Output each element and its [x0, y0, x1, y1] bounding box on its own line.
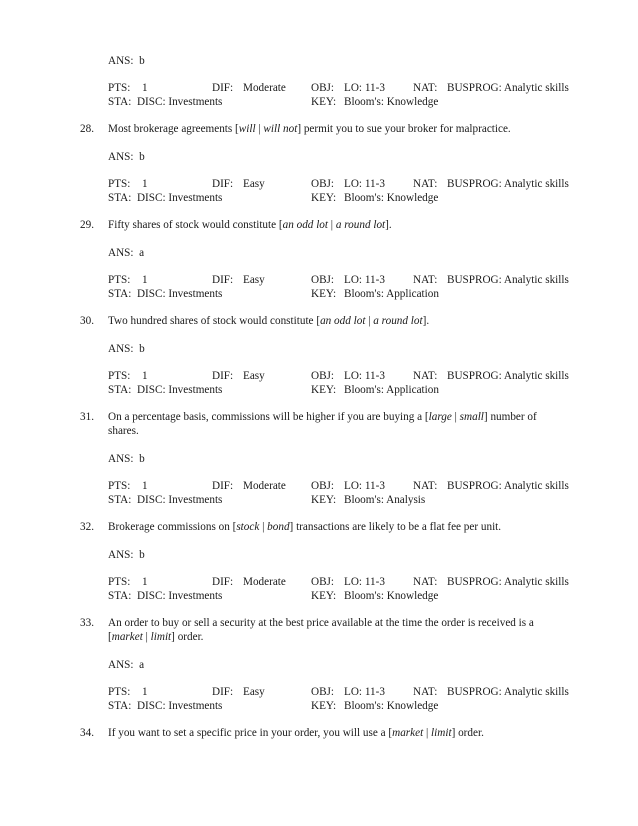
nat-value: BUSPROG: Analytic skills [447, 82, 569, 94]
key-value: Bloom's: Knowledge [344, 700, 439, 712]
nat-value: BUSPROG: Analytic skills [447, 274, 569, 286]
question-stem: An order to buy or sell a security at the best price available at the time the order is received is a [108, 617, 534, 629]
question-stem: Most brokerage agreements [will | will not] permit you to sue your broker for malpractice. [108, 123, 511, 135]
answer-line: ANS: b [108, 343, 145, 355]
obj-value: LO: 11-3 [344, 178, 385, 190]
answer-line: ANS: a [108, 247, 145, 259]
obj-label: OBJ: [311, 686, 335, 698]
dif-value: Easy [243, 178, 265, 190]
dif-label: DIF: [212, 274, 234, 286]
key-label: KEY: [311, 192, 337, 204]
sta-line: STA: DISC: Investments [108, 590, 223, 602]
pts-value: 1 [142, 274, 148, 286]
sta-line: STA: DISC: Investments [108, 494, 223, 506]
obj-value: LO: 11-3 [344, 274, 385, 286]
nat-label: NAT: [413, 576, 438, 588]
pts-label: PTS: [108, 178, 131, 190]
obj-label: OBJ: [311, 576, 335, 588]
question-number: 28. [80, 123, 94, 135]
dif-value: Easy [243, 370, 265, 382]
pts-value: 1 [142, 576, 148, 588]
obj-value: LO: 11-3 [344, 576, 385, 588]
pts-value: 1 [142, 178, 148, 190]
obj-label: OBJ: [311, 274, 335, 286]
key-value: Bloom's: Application [344, 288, 439, 300]
sta-line: STA: DISC: Investments [108, 288, 223, 300]
sta-line: STA: DISC: Investments [108, 384, 223, 396]
key-label: KEY: [311, 96, 337, 108]
obj-value: LO: 11-3 [344, 370, 385, 382]
dif-label: DIF: [212, 686, 234, 698]
dif-label: DIF: [212, 370, 234, 382]
question-stem: Brokerage commissions on [stock | bond] transactions are likely to be a flat fee per unit. [108, 521, 502, 533]
question-stem-continued: shares. [108, 425, 139, 437]
pts-label: PTS: [108, 274, 131, 286]
obj-label: OBJ: [311, 370, 335, 382]
dif-label: DIF: [212, 576, 234, 588]
dif-value: Easy [243, 686, 265, 698]
answer-line: ANS: b [108, 151, 145, 163]
sta-line: STA: DISC: Investments [108, 700, 223, 712]
question-stem: On a percentage basis, commissions will be higher if you are buying a [large | small] number of [108, 411, 537, 423]
answer-line: ANS: b [108, 55, 145, 67]
key-label: KEY: [311, 700, 337, 712]
key-value: Bloom's: Knowledge [344, 590, 439, 602]
question-number: 32. [80, 521, 94, 533]
answer-line: ANS: b [108, 453, 145, 465]
pts-value: 1 [142, 370, 148, 382]
nat-value: BUSPROG: Analytic skills [447, 576, 569, 588]
nat-value: BUSPROG: Analytic skills [447, 480, 569, 492]
pts-value: 1 [142, 686, 148, 698]
nat-label: NAT: [413, 686, 438, 698]
sta-line: STA: DISC: Investments [108, 96, 223, 108]
nat-label: NAT: [413, 82, 438, 94]
pts-label: PTS: [108, 82, 131, 94]
pts-label: PTS: [108, 480, 131, 492]
pts-label: PTS: [108, 370, 131, 382]
nat-label: NAT: [413, 178, 438, 190]
dif-value: Easy [243, 274, 265, 286]
question-stem: Fifty shares of stock would constitute [an odd lot | a round lot]. [108, 219, 392, 231]
dif-label: DIF: [212, 82, 234, 94]
key-value: Bloom's: Knowledge [344, 192, 439, 204]
question-stem: Two hundred shares of stock would constitute [an odd lot | a round lot]. [108, 315, 430, 327]
answer-line: ANS: b [108, 549, 145, 561]
nat-label: NAT: [413, 480, 438, 492]
question-number: 34. [80, 727, 94, 739]
pts-label: PTS: [108, 686, 131, 698]
nat-label: NAT: [413, 274, 438, 286]
obj-label: OBJ: [311, 480, 335, 492]
obj-label: OBJ: [311, 82, 335, 94]
question-number: 31. [80, 411, 94, 423]
question-stem-continued: [market | limit] order. [108, 631, 204, 643]
question-number: 29. [80, 219, 94, 231]
key-label: KEY: [311, 494, 337, 506]
obj-label: OBJ: [311, 178, 335, 190]
pts-value: 1 [142, 480, 148, 492]
dif-value: Moderate [243, 576, 286, 588]
key-label: KEY: [311, 384, 337, 396]
nat-label: NAT: [413, 370, 438, 382]
pts-label: PTS: [108, 576, 131, 588]
key-value: Bloom's: Knowledge [344, 96, 439, 108]
dif-label: DIF: [212, 178, 234, 190]
nat-value: BUSPROG: Analytic skills [447, 370, 569, 382]
key-label: KEY: [311, 590, 337, 602]
obj-value: LO: 11-3 [344, 480, 385, 492]
obj-value: LO: 11-3 [344, 686, 385, 698]
pts-value: 1 [142, 82, 148, 94]
sta-line: STA: DISC: Investments [108, 192, 223, 204]
nat-value: BUSPROG: Analytic skills [447, 178, 569, 190]
key-value: Bloom's: Application [344, 384, 439, 396]
key-value: Bloom's: Analysis [344, 494, 426, 506]
dif-label: DIF: [212, 480, 234, 492]
question-stem: If you want to set a specific price in your order, you will use a [market | limit] order. [108, 727, 484, 739]
question-number: 33. [80, 617, 94, 629]
dif-value: Moderate [243, 82, 286, 94]
key-label: KEY: [311, 288, 337, 300]
dif-value: Moderate [243, 480, 286, 492]
answer-line: ANS: a [108, 659, 145, 671]
question-number: 30. [80, 315, 94, 327]
nat-value: BUSPROG: Analytic skills [447, 686, 569, 698]
obj-value: LO: 11-3 [344, 82, 385, 94]
